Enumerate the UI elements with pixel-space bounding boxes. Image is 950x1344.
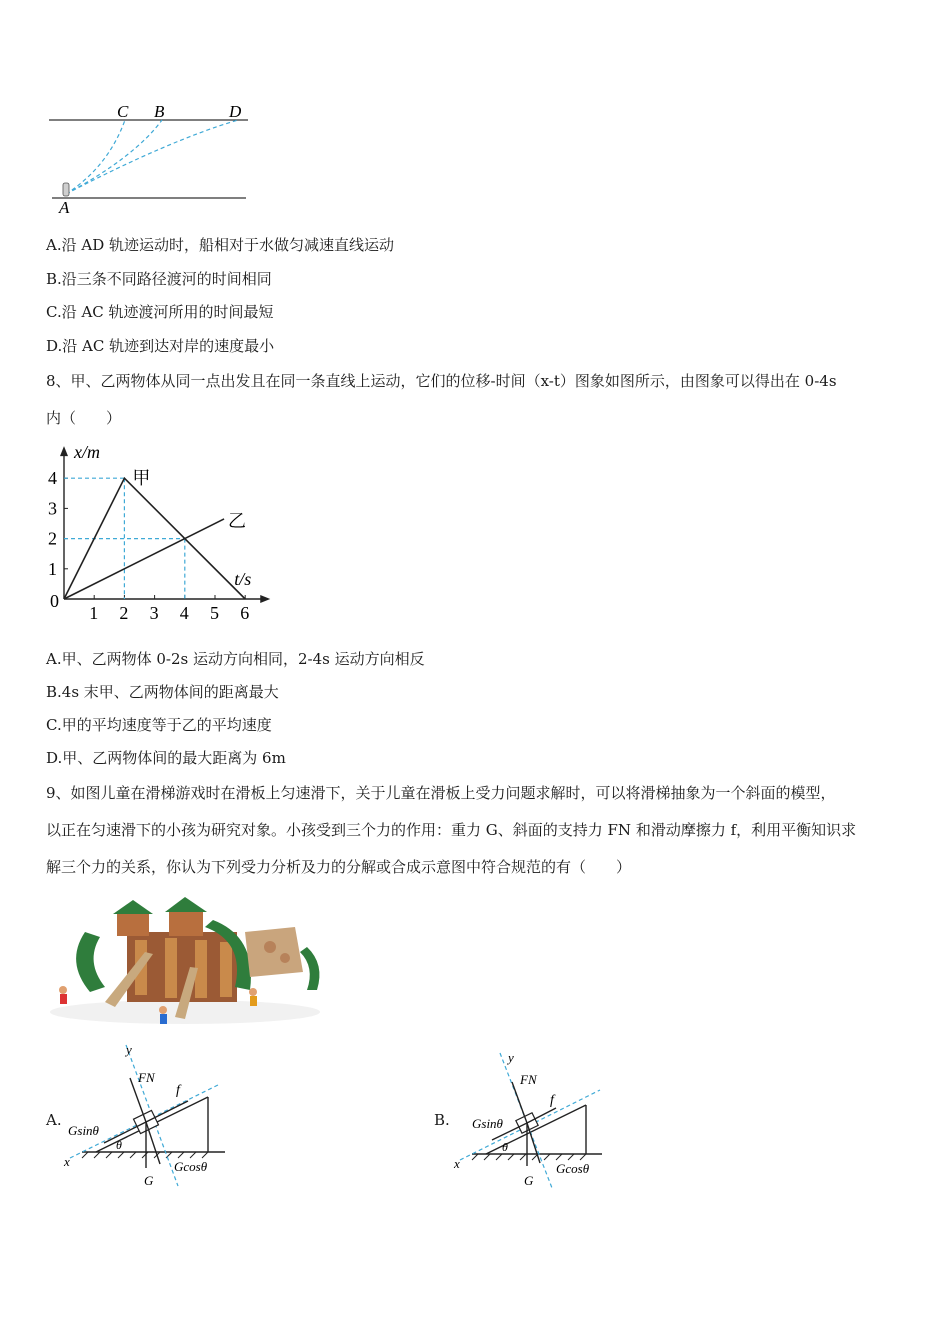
x-axis-arrow	[260, 595, 270, 603]
label-y: y	[126, 1042, 132, 1057]
label-x-b: x	[454, 1156, 460, 1171]
river-crossing-figure	[40, 95, 260, 220]
q9-stem-line1: 9、如图儿童在滑梯游戏时在滑板上匀速滑下，关于儿童在滑板上受力问题求解时，可以将滑梯抽象为一个斜面的模型，	[46, 784, 836, 802]
force-diagram-b	[452, 1048, 612, 1193]
y-tick-label: 3	[48, 498, 57, 519]
label-gsin-b: Gsinθ	[472, 1116, 503, 1131]
series-label-yi: 乙	[228, 510, 247, 531]
q8-option-d: D.甲、乙两物体间的最大距离为 6m	[46, 749, 286, 767]
x-axis-label: t/s	[234, 569, 252, 589]
label-f: f	[176, 1083, 180, 1098]
path-ab	[66, 120, 162, 194]
path-ac	[66, 120, 125, 194]
series-label-jia: 甲	[132, 468, 151, 489]
q7-option-c: C.沿 AC 轨迹渡河所用的时间最短	[46, 303, 274, 321]
q8-stem-line1: 8、甲、乙两物体从同一点出发且在同一条直线上运动，它们的位移-时间（x-t）图象如图所示，由图象可以得出在 0-4s	[46, 372, 837, 390]
x-tick-label: 1	[89, 603, 99, 623]
label-theta-b: θ	[502, 1140, 508, 1154]
label-gcos: Gcosθ	[174, 1159, 208, 1174]
y-tick-label: 4	[48, 468, 57, 489]
force-diagram-a	[60, 1040, 230, 1190]
label-gcos-b: Gcosθ	[556, 1161, 590, 1176]
label-d: D	[229, 102, 242, 121]
boat-icon	[63, 183, 69, 196]
label-y-b: y	[508, 1050, 514, 1065]
q9-stem-line3: 解三个力的关系，你认为下列受力分析及力的分解或合成示意图中符合规范的有（ ）	[46, 858, 632, 876]
q9-option-b-label: B.	[434, 1111, 450, 1129]
q8-stem-line2: 内（ ）	[46, 409, 122, 427]
playground-illustration	[45, 892, 330, 1032]
x-tick-label: 2	[119, 603, 129, 623]
q8-option-b: B.4s 末甲、乙两物体间的距离最大	[46, 683, 279, 701]
q9-option-a-label: A.	[46, 1111, 62, 1129]
label-theta: θ	[116, 1138, 122, 1152]
x-tick-label: 3	[149, 603, 159, 623]
xt-chart	[40, 438, 300, 628]
x-tick-label: 4	[179, 603, 189, 623]
y-tick-label: 1	[48, 558, 57, 579]
y-axis-label: x/m	[74, 442, 100, 463]
label-g-b: G	[524, 1173, 534, 1188]
series-line-yi	[64, 519, 224, 599]
q7-option-d: D.沿 AC 轨迹到达对岸的速度最小	[46, 337, 275, 355]
x-tick-label: 0	[50, 591, 59, 611]
series-line-jia	[64, 478, 245, 599]
label-b: B	[154, 102, 165, 121]
q8-option-a: A.甲、乙两物体 0-2s 运动方向相同，2-4s 运动方向相反	[46, 650, 425, 668]
q8-option-c: C.甲的平均速度等于乙的平均速度	[46, 716, 272, 734]
label-f-b: f	[550, 1093, 554, 1108]
q9-stem-line2: 以正在匀速滑下的小孩为研究对象。小孩受到三个力的作用：重力 G、斜面的支持力 FN 和滑动摩擦力 f，利用平衡知识求	[46, 821, 857, 839]
label-fn-b: FN	[520, 1072, 537, 1087]
label-fn: FN	[138, 1070, 155, 1085]
q7-option-b: B.沿三条不同路径渡河的时间相同	[46, 270, 272, 288]
label-c: C	[117, 102, 129, 121]
q7-option-a: A.沿 AD 轨迹运动时，船相对于水做匀减速直线运动	[46, 236, 394, 254]
y-axis-arrow	[60, 446, 68, 456]
label-gsin: Gsinθ	[68, 1123, 99, 1138]
path-ad	[66, 120, 238, 194]
x-tick-label: 6	[240, 603, 250, 623]
label-g: G	[144, 1173, 154, 1188]
label-x: x	[64, 1154, 70, 1169]
y-tick-label: 2	[48, 528, 57, 549]
x-tick-label: 5	[210, 603, 219, 623]
label-a: A	[59, 198, 70, 217]
